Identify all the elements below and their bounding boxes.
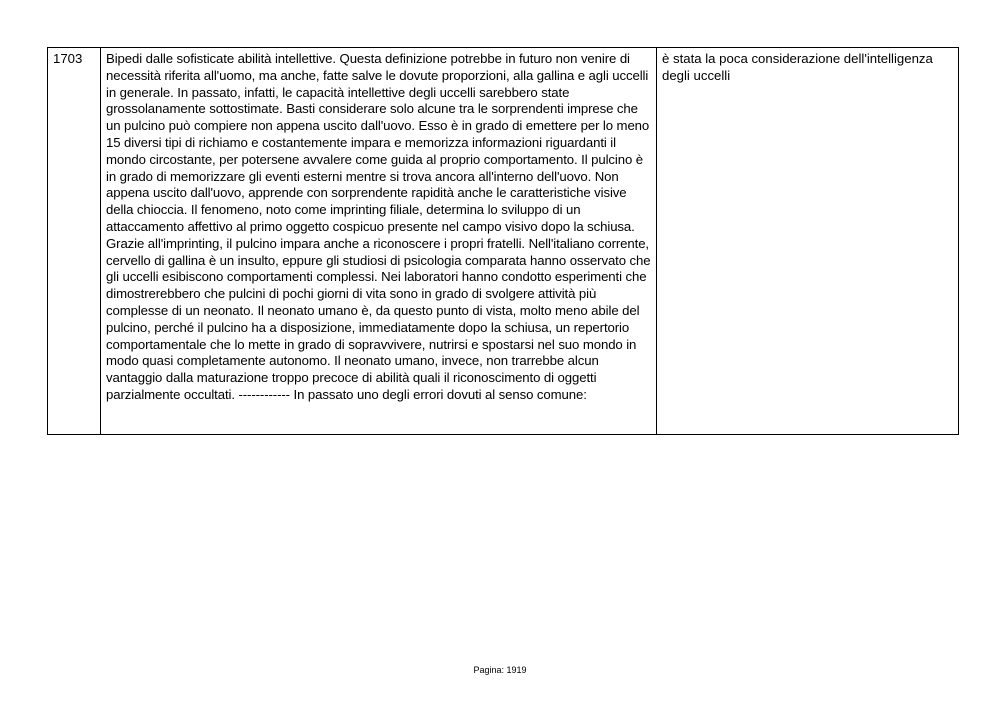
table-row xyxy=(48,48,959,435)
record-id-cell: 1703 xyxy=(48,48,101,435)
page-number-footer: Pagina: 1919 xyxy=(473,665,527,675)
record-answer-cell: è stata la poca considerazione dell'intelligenza degli uccelli xyxy=(657,48,959,435)
record-table xyxy=(47,47,959,435)
record-text-cell: Bipedi dalle sofisticate abilità intellettive. Questa definizione potrebbe in futuro non venire di necessità riferita all'uomo, ma anche, fatte salve le dovute proporzioni, alla gallina e agli uccelli in generale. In passato, infatti, le capacità intellettive degli uccelli sarebbero state grossolanamente sottostimate. Basti considerare solo alcune tra le sorprendenti imprese che un pulcino può compiere non appena uscito dall'uovo. Esso è in grado di emettere per lo meno 15 diversi tipi di richiamo e costantemente impara e memorizza informazioni riguardanti il mondo circostante, per potersene avvalere come guida al proprio comportamento. Il pulcino è in grado di memorizzare gli eventi esterni mentre si trova ancora all'interno dell'uovo. Non appena uscito dall'uovo, apprende con sorprendente rapidità anche le caratteristiche visive della chioccia. Il fenomeno, noto come imprinting filiale, determina lo sviluppo di un attaccamento affettivo al primo oggetto cospicuo presente nel campo visivo dopo la schiusa. Grazie all'imprinting, il pulcino impara anche a riconoscere i propri fratelli. Nell'italiano corrente, cervello di gallina è un insulto, eppure gli studiosi di psicologia comparata hanno osservato che gli uccelli esibiscono comportamenti complessi. Nei laboratori hanno condotto esperimenti che dimostrerebbero che pulcini di pochi giorni di vita sono in grado di svolgere attività più complesse di un neonato. Il neonato umano è, da questo punto di vista, molto meno abile del pulcino, perché il pulcino ha a disposizione, immediatamente dopo la schiusa, un repertorio comportamentale che lo mette in grado di sopravvivere, nutrirsi e spostarsi nel suo mondo in modo quasi completamente autonomo. Il neonato umano, invece, non trarrebbe alcun vantaggio dalla maturazione troppo precoce di abilità quali il riconoscimento di oggetti parzialmente occultati. ------------ In passato uno degli errori dovuti al senso comune: xyxy=(101,48,657,435)
